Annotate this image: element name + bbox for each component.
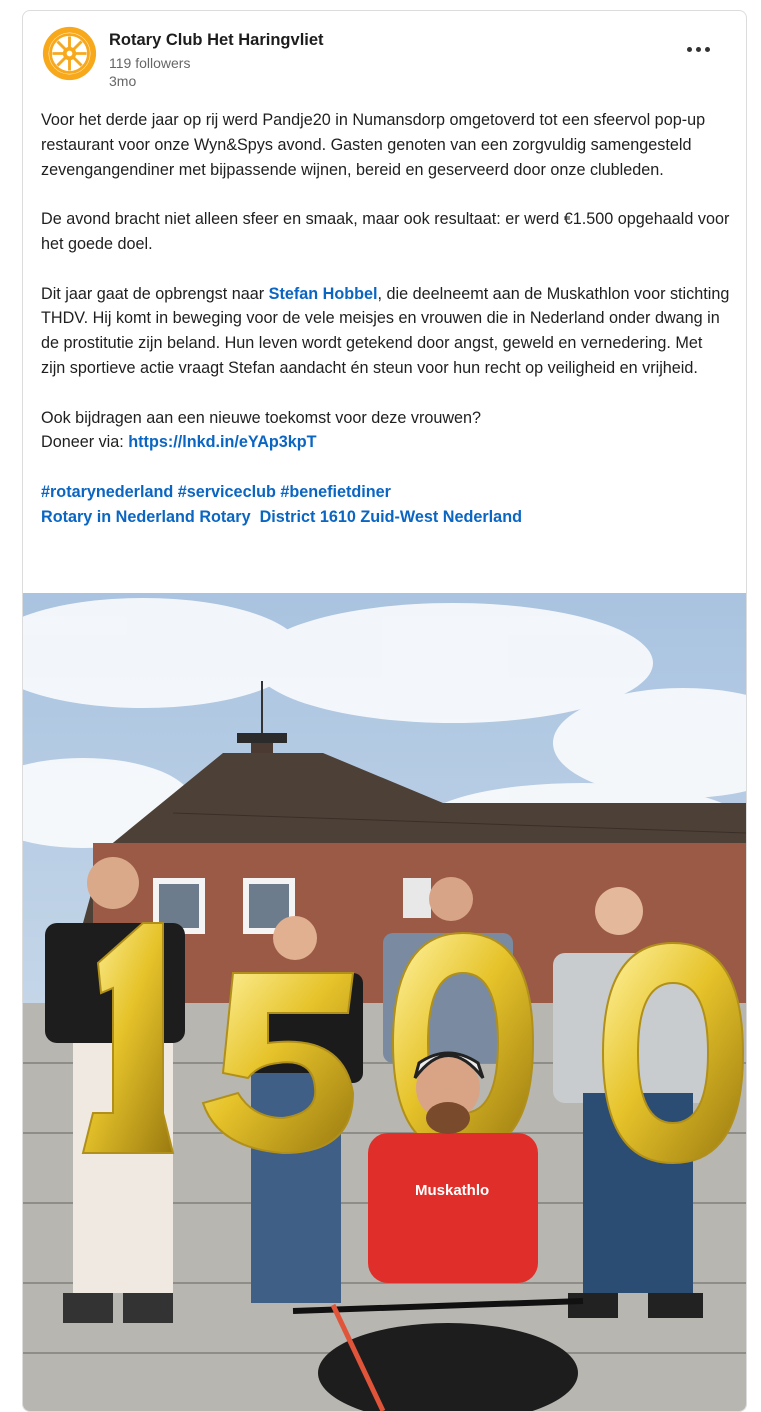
donate-link[interactable]: https://lnkd.in/eYAp3kpT: [128, 433, 317, 452]
post-card: [22, 10, 747, 1412]
paragraph-4-line: Ook bijdragen aan een nieuwe toekomst voor deze vrouwen?: [41, 408, 482, 427]
paragraph-3-start: Dit jaar gaat de opbrengst naar: [41, 284, 269, 303]
paragraph-3: [41, 282, 731, 381]
rotary-wheel-logo-icon[interactable]: [41, 25, 98, 82]
follower-count: 119 followers: [109, 55, 191, 71]
shirt-text: Muskathlo: [415, 1182, 490, 1199]
paragraph-3-end: , die deelneemt aan de Muskathlon voor stichting THDV. Hij komt in beweging voor de vele meisjes en vrouwen die in Nederland onder dwang in de prostitutie zijn beland. Hun leven wordt getekend door angst, geweld en vernedering. Met zijn sportieve actie vraagt Stefan aandacht én steun voor hun recht op veiligheid en vrijheid.: [41, 284, 730, 377]
post-photo[interactable]: [23, 593, 746, 1411]
post-header: [23, 11, 746, 99]
paragraph-4: [41, 406, 731, 456]
hashtags: [41, 480, 731, 530]
donate-label: Doneer via:: [41, 433, 129, 452]
mention-rotary-nederland[interactable]: Rotary in Nederland: [41, 507, 195, 526]
paragraph-2: De avond bracht niet alleen sfeer en smaak, maar ook resultaat: er werd €1.500 opgehaald voor het goede doel.: [41, 210, 730, 253]
paragraph-1: Voor het derde jaar op rij werd Pandje20 in Numansdorp omgetoverd tot een sfeervol pop-up restaurant voor onze Wyn&Spys avond. Gasten genoten van een zorgvuldig samengesteld zevengangendiner met bijpassende wijnen, bereid en geserveerd door onze clubleden.: [41, 111, 706, 179]
hashtag-link[interactable]: #serviceclub: [177, 482, 276, 501]
mention-rotary-district[interactable]: Rotary District 1610 Zuid-West Nederland: [199, 507, 522, 526]
hashtag-link[interactable]: #rotarynederland: [41, 482, 174, 501]
post-text: [41, 108, 731, 554]
more-options-icon[interactable]: [678, 37, 718, 61]
mention-link[interactable]: Stefan Hobbel: [268, 284, 378, 303]
hashtag-link[interactable]: #benefietdiner: [280, 482, 391, 501]
author-name[interactable]: Rotary Club Het Haringvliet: [109, 31, 324, 49]
post-age: 3mo: [109, 73, 137, 89]
